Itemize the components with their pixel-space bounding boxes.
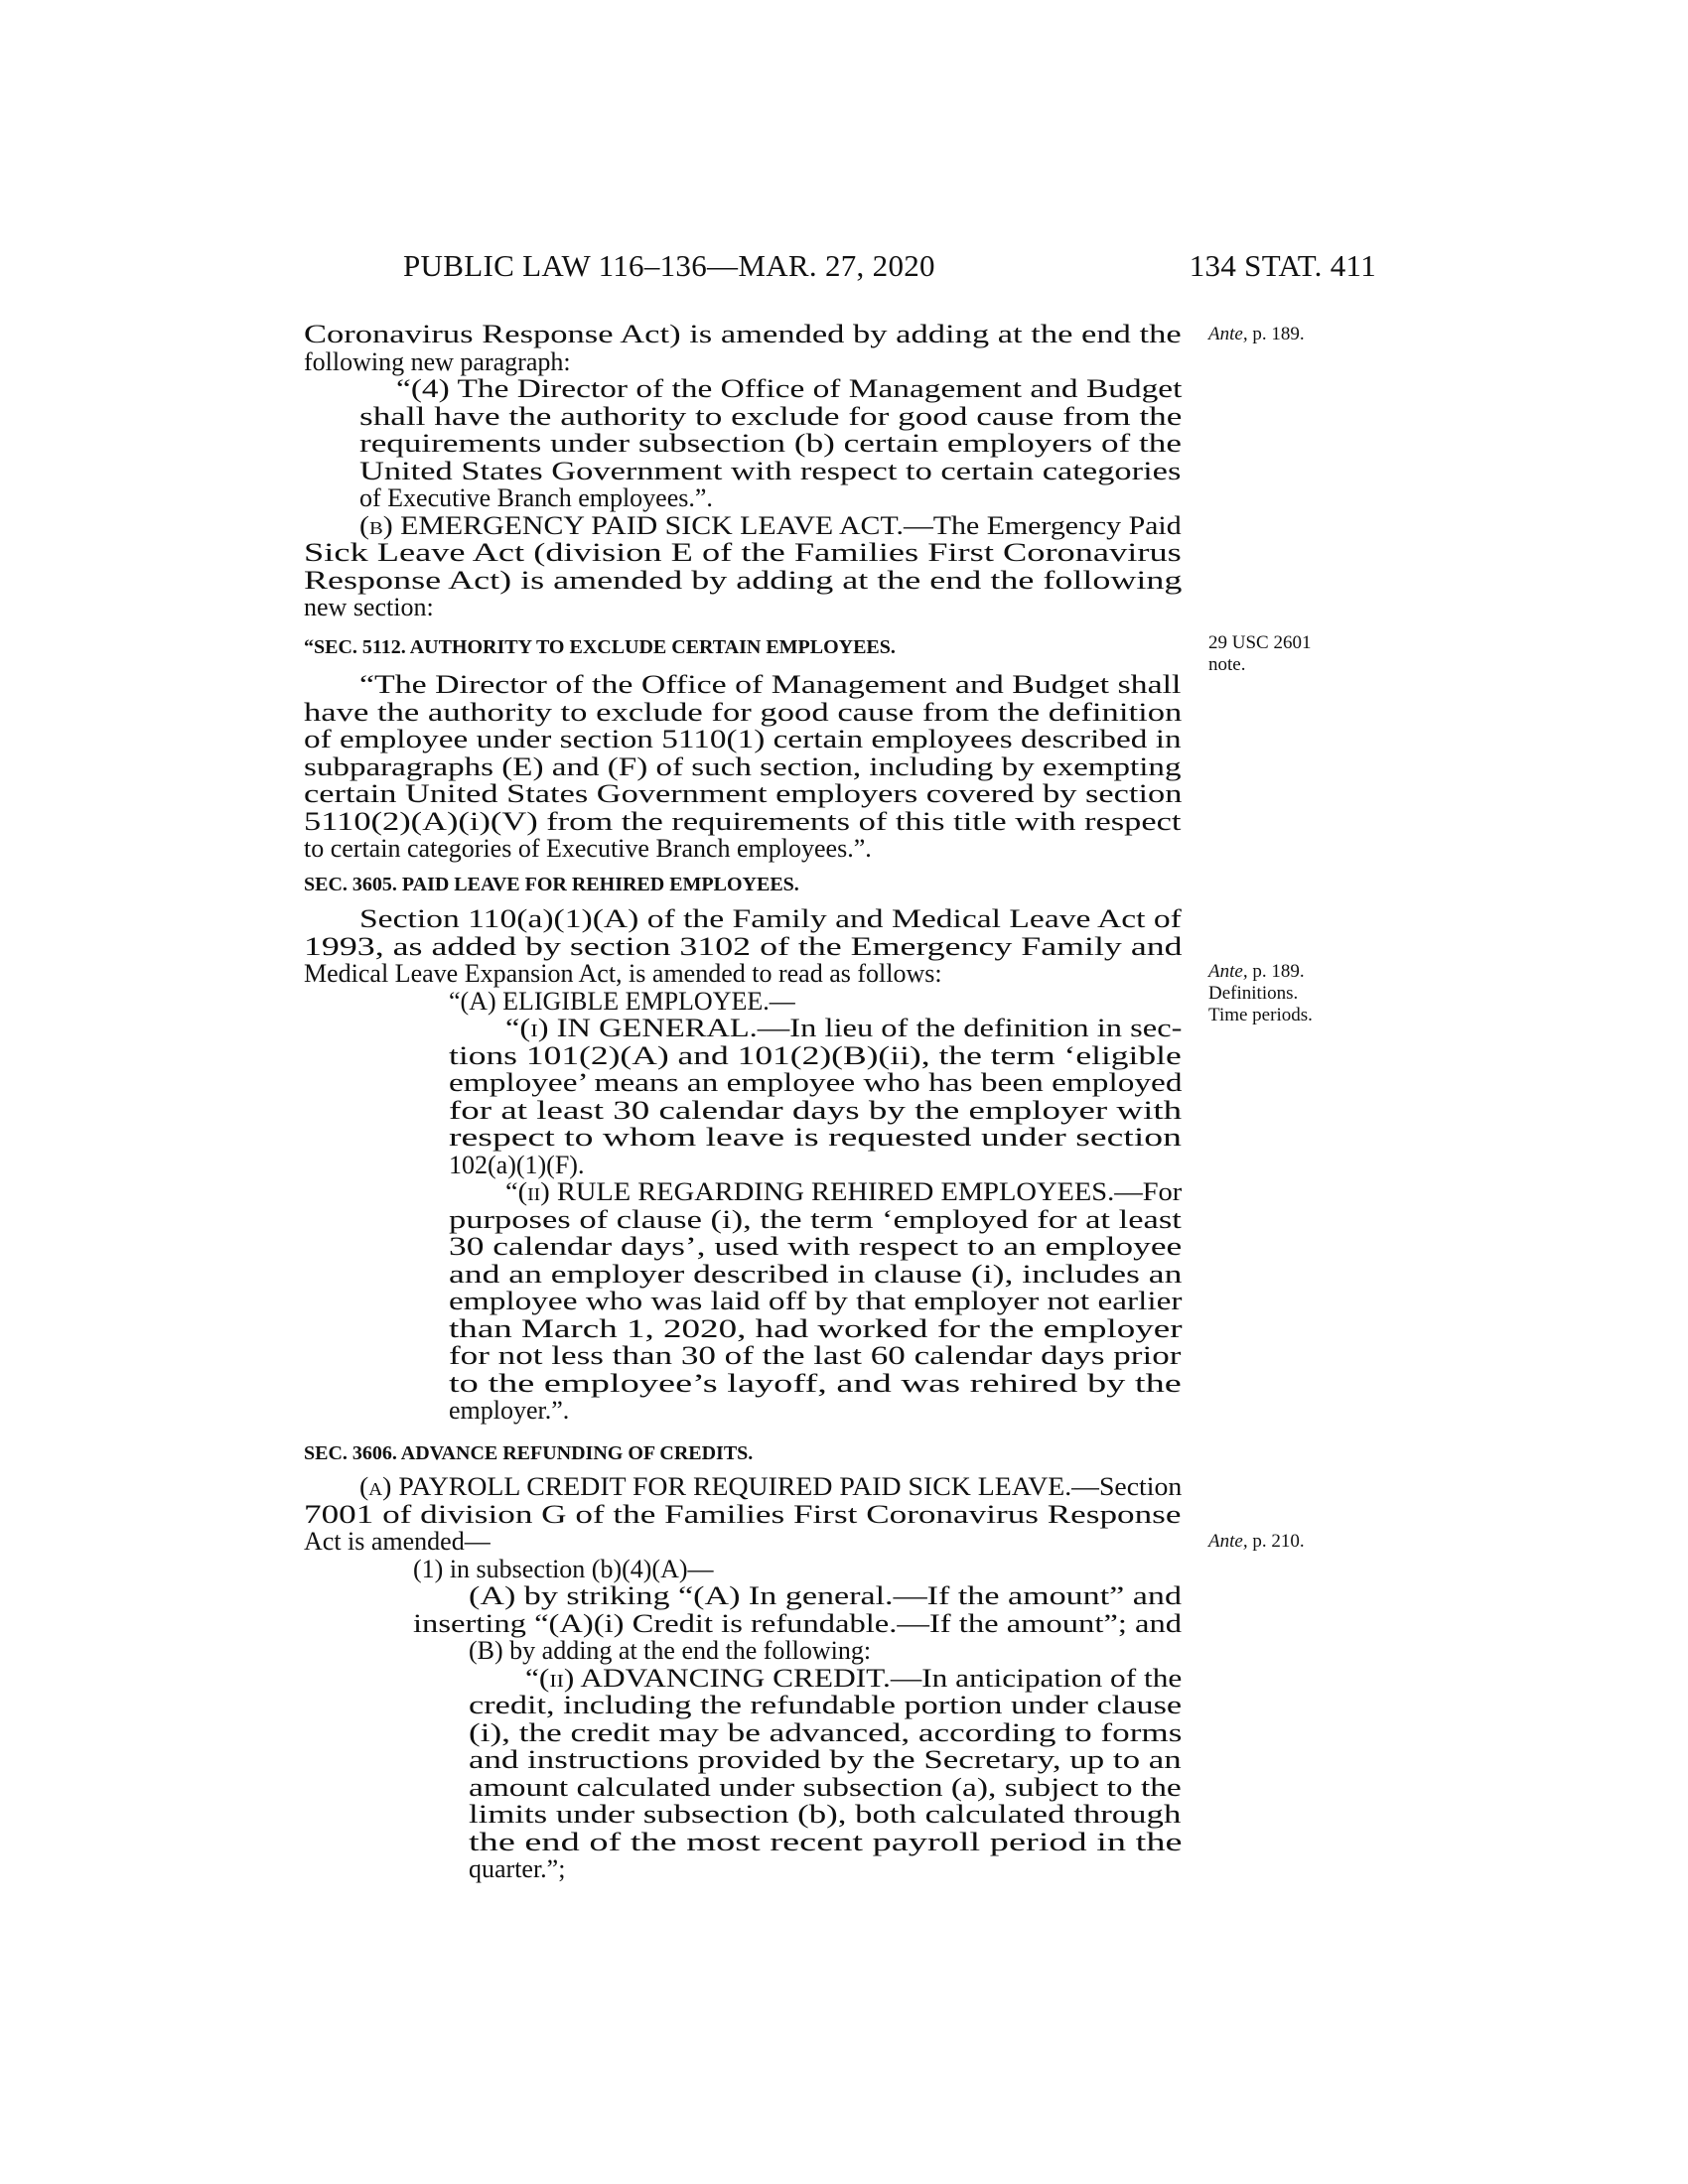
- stat-page-number: 134 STAT. 411: [1189, 248, 1376, 283]
- paragraph-line: Medical Leave Expansion Act, is amended to read as follows:: [304, 959, 942, 988]
- margin-note-usc: [1208, 632, 1357, 676]
- paragraph-line: 102(a)(1)(F).: [449, 1150, 585, 1179]
- clause-heading-line: [505, 1178, 1182, 1205]
- margin-page: p. 189.: [1252, 324, 1305, 344]
- paragraph-line: amount calculated under subsection (a), subject to the: [469, 1772, 1182, 1802]
- caption-tail: —In lieu of the definition in sec-: [757, 1014, 1183, 1042]
- paragraph-line: 7001 of division G of the Families First Coronavirus Response: [304, 1499, 1182, 1529]
- margin-definitions: Definitions.: [1208, 983, 1299, 1004]
- margin-cite: Ante,: [1208, 324, 1248, 344]
- paragraph-line: employer.”.: [449, 1396, 570, 1425]
- clause-heading-line: [525, 1665, 1182, 1692]
- paragraph-line: subparagraphs (E) and (F) of such section, including by exempting: [304, 751, 1182, 781]
- paragraph-line: Coronavirus Response Act) is amended by adding at the end the: [304, 320, 1182, 348]
- margin-usc-note: note.: [1208, 654, 1246, 675]
- caption-tail: —Section: [1071, 1472, 1183, 1501]
- paragraph-line: and an employer described in clause (i), includes an: [449, 1259, 1183, 1289]
- paragraph-line: to the employee’s layoff, and was rehired by the: [449, 1368, 1182, 1398]
- margin-cite: Ante,: [1208, 961, 1248, 982]
- caption-smallcaps: “(i) IN GENERAL.: [505, 1014, 758, 1042]
- subsection-heading-line: [359, 1473, 1182, 1500]
- paragraph-line: “The Director of the Office of Management and Budget shall: [359, 670, 1182, 699]
- paragraph-line: “(A) ELIGIBLE EMPLOYEE.—: [449, 986, 795, 1016]
- paragraph-line: following new paragraph:: [304, 346, 571, 376]
- paragraph-line: for not less than 30 of the last 60 calendar days prior: [449, 1341, 1182, 1370]
- paragraph-line: and instructions provided by the Secretary, up to an: [469, 1745, 1182, 1774]
- paragraph-line: 1993, as added by section 3102 of the Emergency Family and: [304, 931, 1183, 961]
- page-header: [304, 248, 1376, 288]
- paragraph-line: shall have the authority to exclude for good cause from the: [359, 401, 1183, 431]
- paragraph-line: of Executive Branch employees.”.: [359, 483, 713, 512]
- paragraph-line: (1) in subsection (b)(4)(A)—: [413, 1554, 714, 1583]
- margin-note-ante-189: [1208, 324, 1357, 345]
- paragraph-line: (i), the credit may be advanced, according to forms: [469, 1717, 1183, 1747]
- paragraph-line: Sick Leave Act (division E of the Families First Coronavirus: [304, 538, 1182, 567]
- section-heading-3606: SEC. 3606. ADVANCE REFUNDING OF CREDITS.: [304, 1442, 754, 1464]
- section-heading-5112: “SEC. 5112. AUTHORITY TO EXCLUDE CERTAIN EMPLOYEES.: [304, 636, 896, 658]
- margin-time-periods: Time periods.: [1208, 1005, 1313, 1025]
- paragraph-line: new section:: [304, 593, 434, 621]
- paragraph-line: 30 calendar days’, used with respect to an employee: [449, 1232, 1183, 1261]
- paragraph-line: 5110(2)(A)(i)(V) from the requirements of this title with respect: [304, 806, 1182, 836]
- paragraph-line: requirements under subsection (b) certain employers of the: [359, 429, 1182, 458]
- paragraph-line: Act is amended—: [304, 1527, 491, 1556]
- paragraph-line: Response Act) is amended by adding at the end the following: [304, 565, 1183, 595]
- paragraph-line: respect to whom leave is requested under section: [449, 1123, 1182, 1152]
- paragraph-line: for at least 30 calendar days by the employer with: [449, 1095, 1183, 1125]
- paragraph-line: Section 110(a)(1)(A) of the Family and Medical Leave Act of: [359, 904, 1182, 933]
- caption-tail: —In anticipation of the: [890, 1663, 1183, 1693]
- paragraph-line: to certain categories of Executive Branch employees.”.: [304, 834, 872, 863]
- caption-tail: —The Emergency Paid: [903, 510, 1182, 540]
- paragraph-line: inserting “(A)(i) Credit is refundable.—If the amount”; and: [413, 1608, 1183, 1638]
- paragraph-line: of employee under section 5110(1) certain employees described in: [304, 725, 1182, 753]
- margin-note-ante-210: [1208, 1531, 1357, 1553]
- margin-note-ante-189-definitions: [1208, 961, 1357, 1026]
- paragraph-line: the end of the most recent payroll period in the: [469, 1827, 1183, 1856]
- paragraph-line: tions 101(2)(A) and 101(2)(B)(ii), the term ‘eligible: [449, 1040, 1182, 1070]
- paragraph-line: quarter.”;: [469, 1854, 566, 1883]
- caption-tail: —For: [1114, 1177, 1183, 1206]
- margin-page: p. 189.: [1252, 961, 1305, 982]
- subsection-heading-line: [359, 512, 1182, 539]
- section-heading-3605: SEC. 3605. PAID LEAVE FOR REHIRED EMPLOYEES.: [304, 874, 799, 895]
- running-title: PUBLIC LAW 116–136—MAR. 27, 2020: [403, 248, 935, 283]
- clause-heading-line: [505, 1015, 1182, 1041]
- caption-smallcaps: “(ii) ADVANCING CREDIT.: [525, 1663, 891, 1693]
- margin-usc-text: 29 USC 2601: [1208, 632, 1312, 653]
- margin-cite: Ante,: [1208, 1531, 1248, 1552]
- paragraph-line: (B) by adding at the end the following:: [469, 1636, 872, 1665]
- paragraph-line: credit, including the refundable portion under clause: [469, 1691, 1183, 1719]
- paragraph-line: United States Government with respect to certain categories: [359, 456, 1182, 485]
- paragraph-line: employee’ means an employee who has been employed: [449, 1068, 1183, 1097]
- paragraph-line: have the authority to exclude for good cause from the definition: [304, 697, 1183, 727]
- paragraph-line: purposes of clause (i), the term ‘employed for at least: [449, 1204, 1182, 1234]
- caption-smallcaps: (a) PAYROLL CREDIT FOR REQUIRED PAID SICK LEAVE.: [359, 1472, 1072, 1501]
- paragraph-line: than March 1, 2020, had worked for the employer: [449, 1313, 1183, 1343]
- paragraph-line: “(4) The Director of the Office of Management and Budget: [396, 374, 1183, 403]
- paragraph-line: (A) by striking “(A) In general.—If the amount” and: [469, 1581, 1182, 1610]
- caption-smallcaps: (b) EMERGENCY PAID SICK LEAVE ACT.: [359, 510, 904, 540]
- paragraph-line: certain United States Government employers covered by section: [304, 779, 1183, 808]
- paragraph-line: employee who was laid off by that employer not earlier: [449, 1287, 1183, 1315]
- caption-smallcaps: “(ii) RULE REGARDING REHIRED EMPLOYEES.: [505, 1177, 1115, 1206]
- margin-page: p. 210.: [1252, 1531, 1305, 1552]
- paragraph-line: limits under subsection (b), both calculated through: [469, 1800, 1182, 1829]
